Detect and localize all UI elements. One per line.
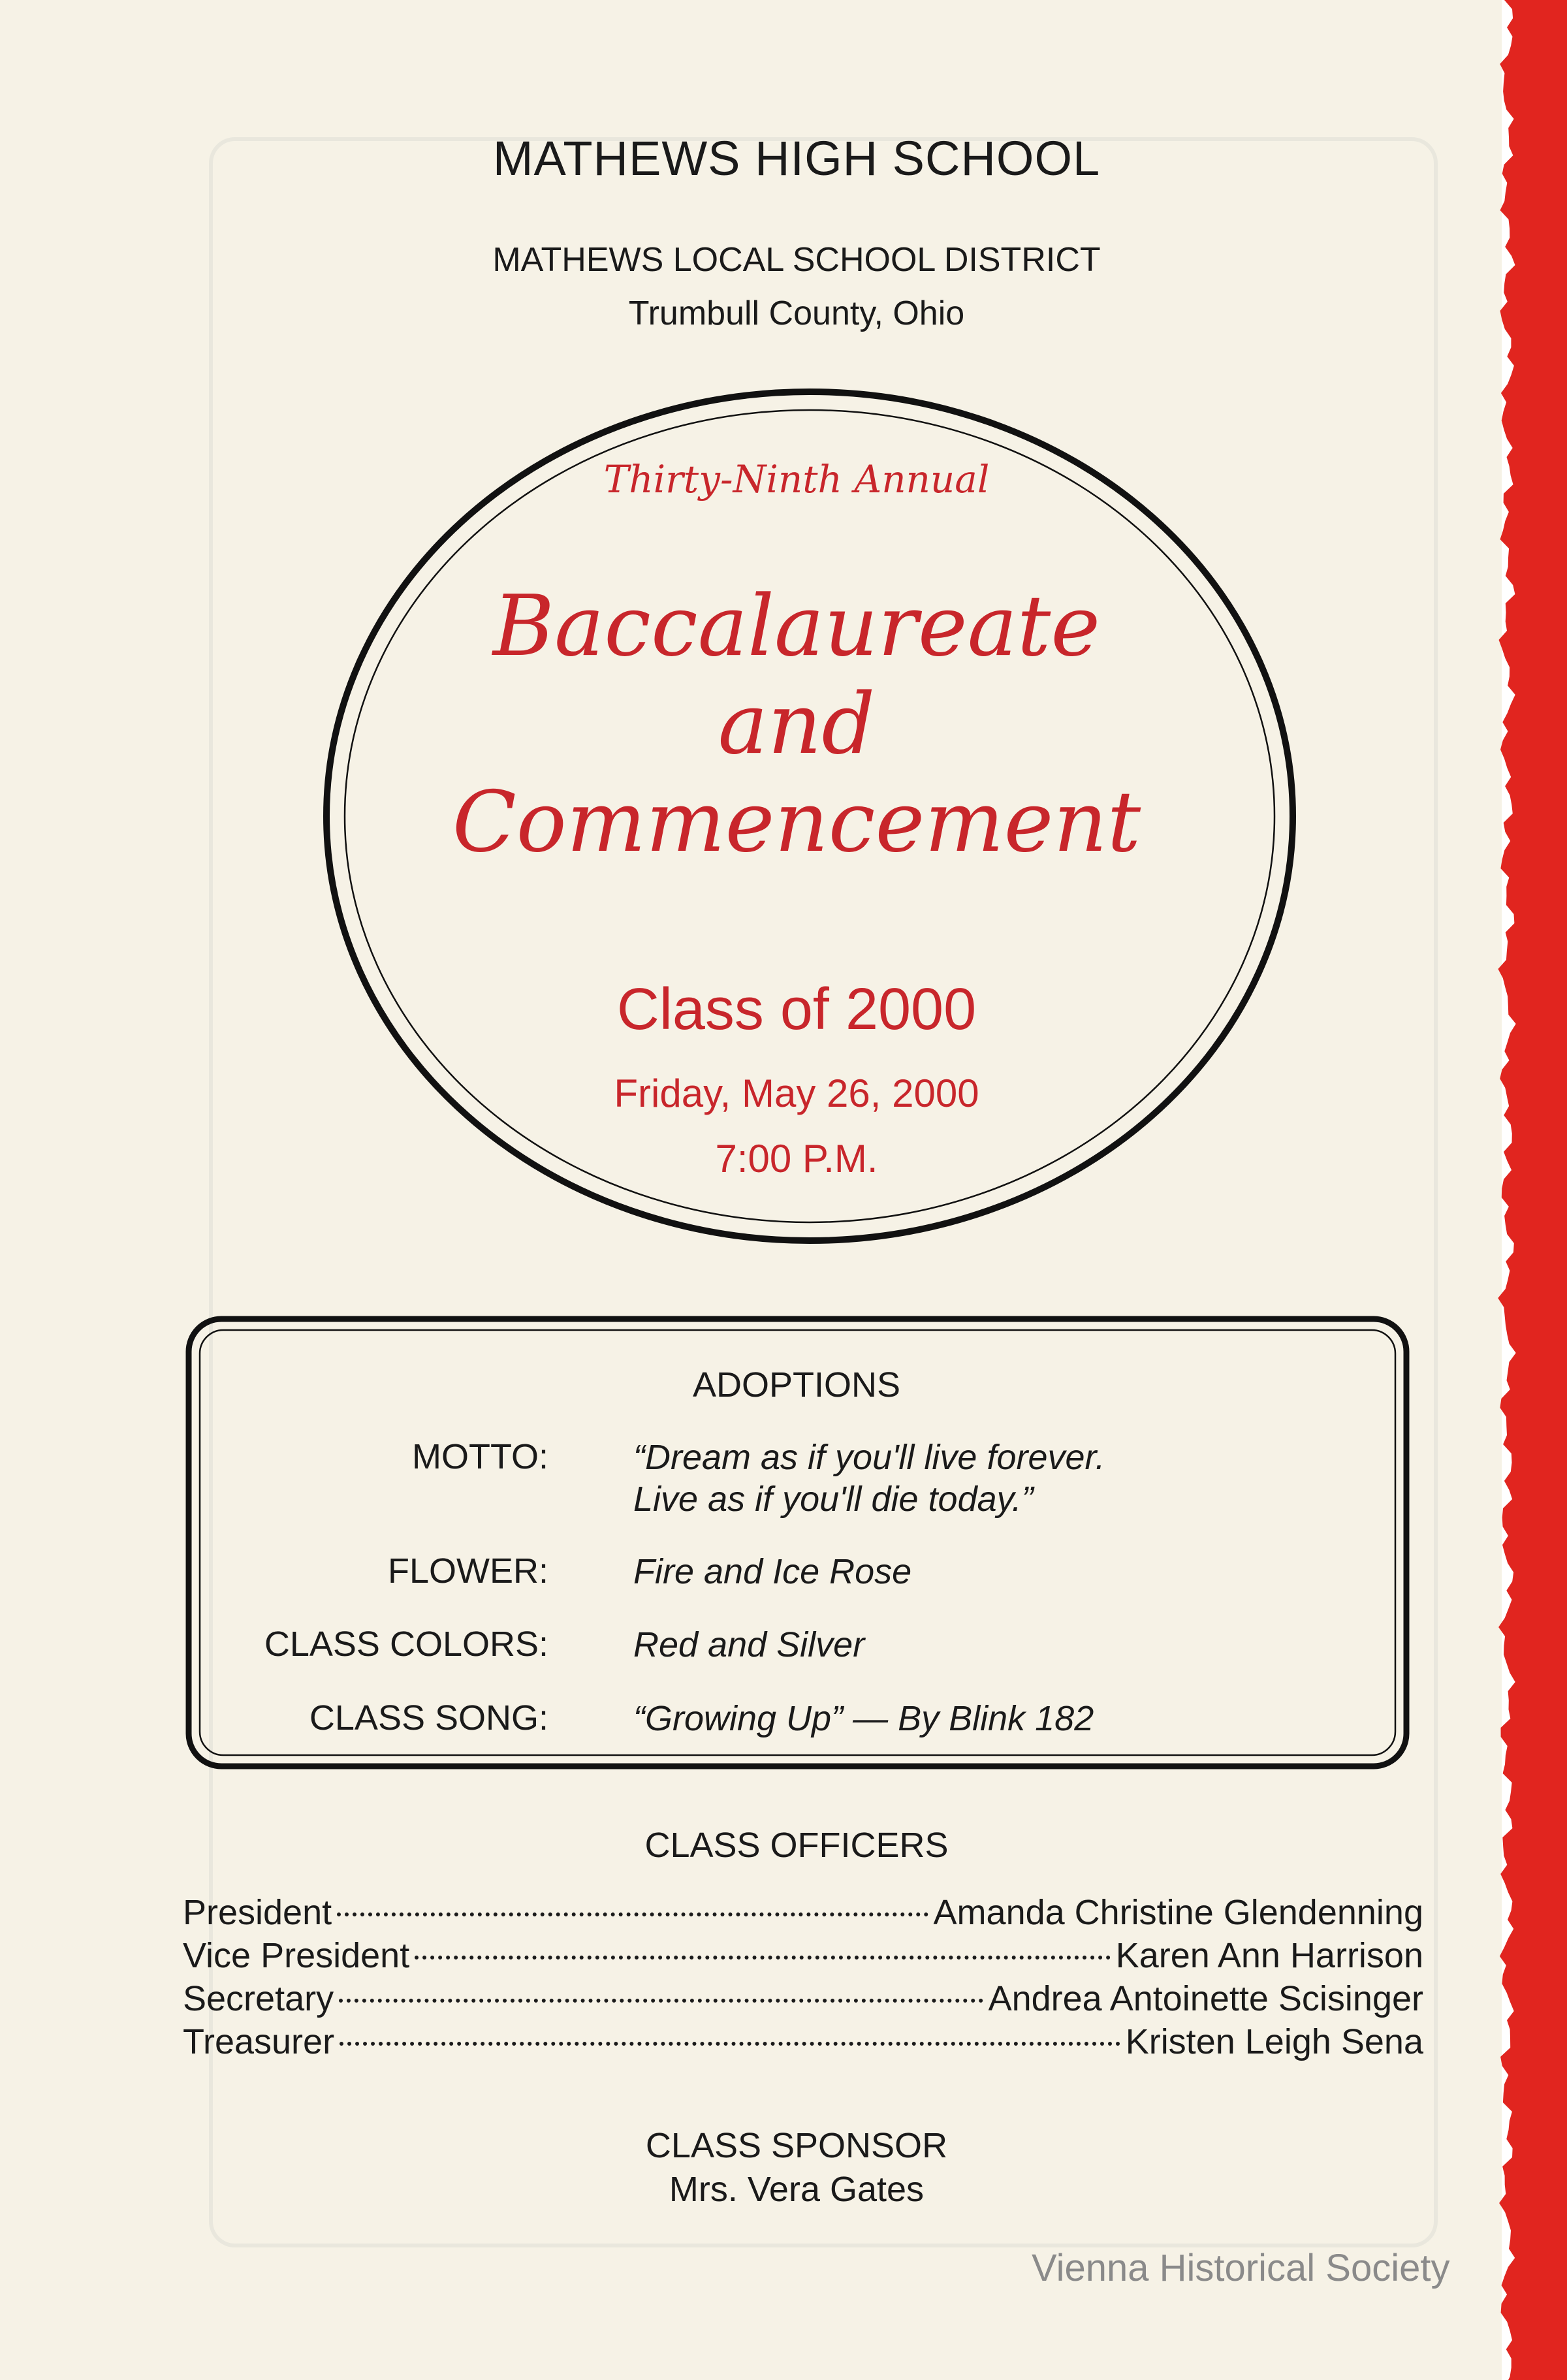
adoption-label: CLASS COLORS: — [264, 1625, 548, 1664]
adoption-flower — [0, 1551, 1502, 1603]
adoptions-title: ADOPTIONS — [692, 1365, 901, 1404]
adoption-label: FLOWER: — [387, 1551, 548, 1591]
watermark: Vienna Historical Society — [1032, 2247, 1450, 2289]
event-title-line-3: Commencement — [452, 774, 1141, 871]
class-sponsor-title: CLASS SPONSOR — [645, 2126, 948, 2165]
event-title-line-2: and — [718, 676, 876, 773]
school-district: MATHEWS LOCAL SCHOOL DISTRICT — [492, 241, 1101, 279]
officer-row-vice-president — [183, 1935, 1423, 1978]
adoption-value — [633, 1436, 1105, 1520]
officer-role: President — [183, 1893, 332, 1932]
adoption-value: “Growing Up” — By Blink 182 — [633, 1699, 1094, 1738]
adoption-label: MOTTO: — [412, 1437, 548, 1476]
officer-name: Andrea Antoinette Scisinger — [988, 1979, 1423, 2018]
officer-name: Kristen Leigh Sena — [1125, 2022, 1423, 2061]
adoption-value: Fire and Ice Rose — [633, 1552, 912, 1591]
red-torn-edge — [1482, 0, 1567, 2380]
adoption-class-colors — [0, 1624, 1502, 1676]
class-officers-title: CLASS OFFICERS — [644, 1826, 949, 1865]
officer-row-president — [183, 1892, 1423, 1935]
motto-line-2: Live as if you'll die today.” — [633, 1480, 1034, 1519]
dot-leader — [337, 1912, 928, 1916]
officer-name: Amanda Christine Glendenning — [933, 1893, 1423, 1932]
adoption-label: CLASS SONG: — [309, 1698, 548, 1737]
class-of: Class of 2000 — [616, 977, 977, 1042]
event-time: 7:00 P.M. — [715, 1137, 878, 1181]
officer-role: Secretary — [183, 1979, 334, 2018]
officer-row-secretary — [183, 1978, 1423, 2022]
motto-line-1: “Dream as if you'll live forever. — [633, 1438, 1105, 1477]
event-title-line-1: Baccalaureate — [492, 578, 1101, 675]
school-name: MATHEWS HIGH SCHOOL — [492, 131, 1101, 185]
event-date: Friday, May 26, 2000 — [614, 1071, 979, 1115]
officer-role: Vice President — [183, 1936, 410, 1975]
adoption-class-song — [0, 1698, 1502, 1750]
dot-leader — [415, 1956, 1111, 1960]
officer-role: Treasurer — [183, 2022, 335, 2061]
adoption-motto — [0, 1436, 1502, 1519]
event-title — [0, 578, 1502, 872]
class-sponsor-name: Mrs. Vera Gates — [669, 2170, 925, 2209]
dot-leader — [340, 2042, 1120, 2046]
annual-subtitle: Thirty-Ninth Annual — [603, 457, 990, 501]
adoption-value: Red and Silver — [633, 1625, 865, 1664]
officer-name: Karen Ann Harrison — [1115, 1936, 1423, 1975]
dot-leader — [339, 1999, 983, 2003]
county: Trumbull County, Ohio — [628, 294, 965, 332]
officer-row-treasurer — [183, 2022, 1423, 2065]
